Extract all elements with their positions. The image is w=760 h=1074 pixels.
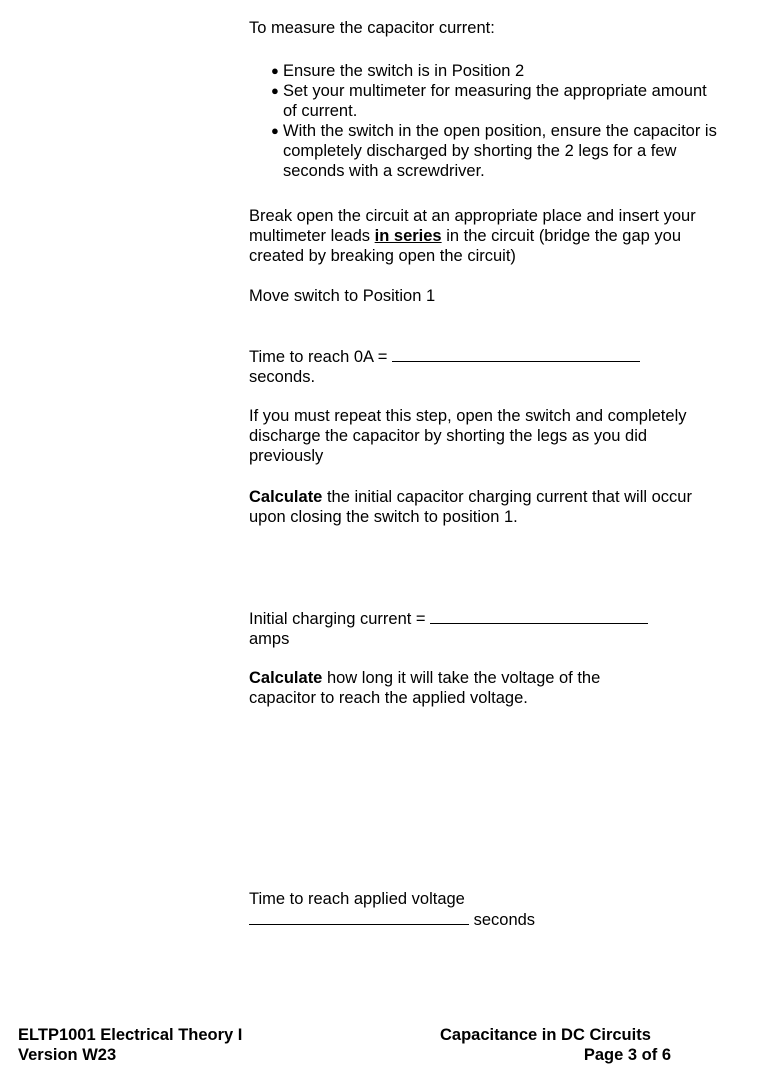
time-applied-blank[interactable] [249,909,469,925]
footer-page-number: Page 3 of 6 [583,1046,671,1064]
initial-current-unit: amps [249,630,290,648]
initial-current-field [249,608,719,649]
break-text-pre: Break open the circuit at an appropriate place and insert your multimeter leads [249,207,696,245]
time-applied-unit: seconds [473,911,536,929]
footer-topic: Capacitance in DC Circuits [440,1026,651,1044]
initial-current-label: Initial charging current = [249,610,426,628]
list-item [270,121,720,181]
initial-current-blank[interactable] [430,608,648,624]
time-zero-label: Time to reach 0A = [249,348,388,366]
footer-course: ELTP1001 Electrical Theory I [18,1026,243,1044]
list-item-text: With the switch in the open position, ensure the capacitor is completely discharged by shorting the 2 legs for a few seconds with a screwdriver. [283,122,717,180]
break-circuit-paragraph [249,206,719,266]
list-item [270,61,720,81]
time-zero-unit: seconds. [249,368,316,386]
footer-right [440,1025,671,1065]
bullet-icon: ● [271,123,279,138]
calc-current-rest: the initial capacitor charging current that will occur upon closing the switch to position 1. [249,488,692,526]
time-zero-field [249,346,719,387]
in-series-emphasis: in series [374,227,442,245]
bullet-icon: ● [271,63,279,78]
repeat-paragraph: If you must repeat this step, open the switch and completely discharge the capacitor by shorting the legs as you did previously [249,407,687,465]
time-applied-label: Time to reach applied voltage [249,890,465,908]
time-applied-field [249,889,719,930]
bullet-icon: ● [271,83,279,98]
footer-left [18,1025,242,1065]
intro-text: To measure the capacitor current: [249,19,495,37]
calc-time-bold: Calculate [249,669,323,687]
list-item [270,81,720,121]
footer-version: Version W23 [18,1046,117,1064]
move-switch-text: Move switch to Position 1 [249,287,436,305]
calc-time-rest: how long it will take the voltage of the capacitor to reach the applied voltage. [249,669,601,707]
calc-current-paragraph [249,487,699,527]
calc-time-paragraph [249,668,669,708]
instruction-list [270,61,720,181]
list-item-text: Ensure the switch is in Position 2 [283,62,525,80]
break-text-post: in the circuit (bridge the gap you created by breaking open the circuit) [249,227,681,265]
time-zero-blank[interactable] [392,346,640,362]
calc-current-bold: Calculate [249,488,323,506]
list-item-text: Set your multimeter for measuring the appropriate amount of current. [283,82,707,120]
